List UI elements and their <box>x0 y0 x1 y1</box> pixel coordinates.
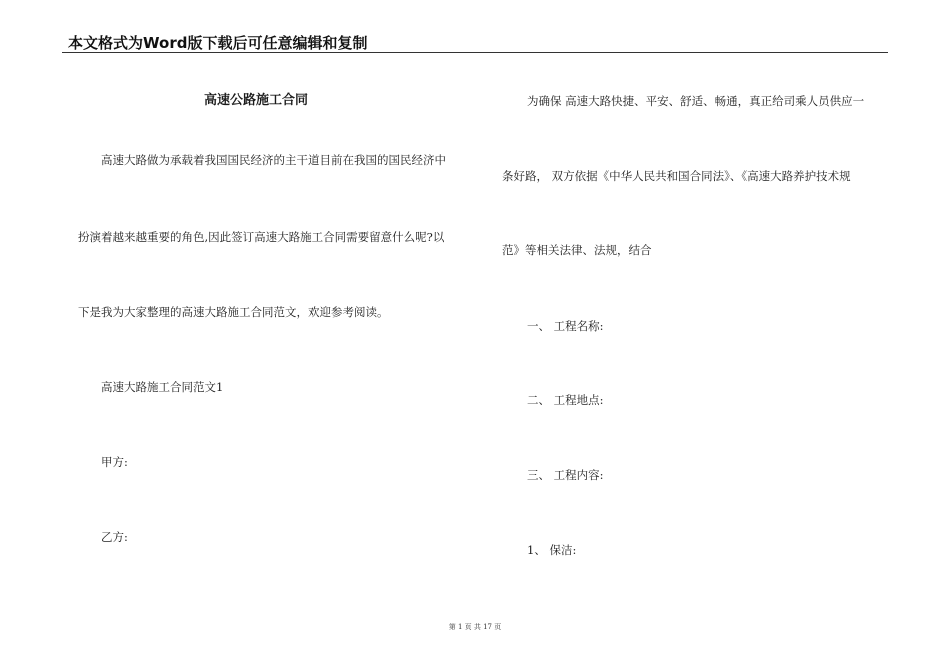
document-title: 高速公路施工合同 <box>204 93 309 108</box>
party-a-label: 甲方: <box>101 455 128 469</box>
paragraph-line: 高速大路做为承载着我国国民经济的主干道目前在我国的国民经济中 <box>101 153 446 167</box>
section-heading: 高速大路施工合同范文1 <box>101 380 224 394</box>
section-item: 二、 工程地点: <box>527 393 604 407</box>
section-item: 三、 工程内容: <box>527 468 604 482</box>
page-number: 第 1 页 共 17 页 <box>448 623 502 631</box>
paragraph-line: 条好路， 双方依据《中华人民共和国合同法》、《高速大路养护技术规 <box>502 169 851 183</box>
paragraph-line: 为确保 高速大路快捷、平安、舒适、畅通，真正给司乘人员供应一 <box>527 94 865 108</box>
paragraph-line: 下是我为大家整理的高速大路施工合同范文，欢迎参考阅读。 <box>78 305 389 319</box>
section-item: 一、 工程名称: <box>527 319 604 333</box>
document-header-title: 本文格式为Word版下载后可任意编辑和复制 <box>68 34 368 52</box>
paragraph-line: 范》等相关法律、法规，结合 <box>502 243 652 257</box>
paragraph-line: 扮演着越来越重要的角色,因此签订高速大路施工合同需要留意什么呢?以 <box>78 230 445 244</box>
party-b-label: 乙方: <box>101 530 128 544</box>
section-item: 1、 保洁: <box>527 543 577 557</box>
header-divider <box>62 52 888 53</box>
